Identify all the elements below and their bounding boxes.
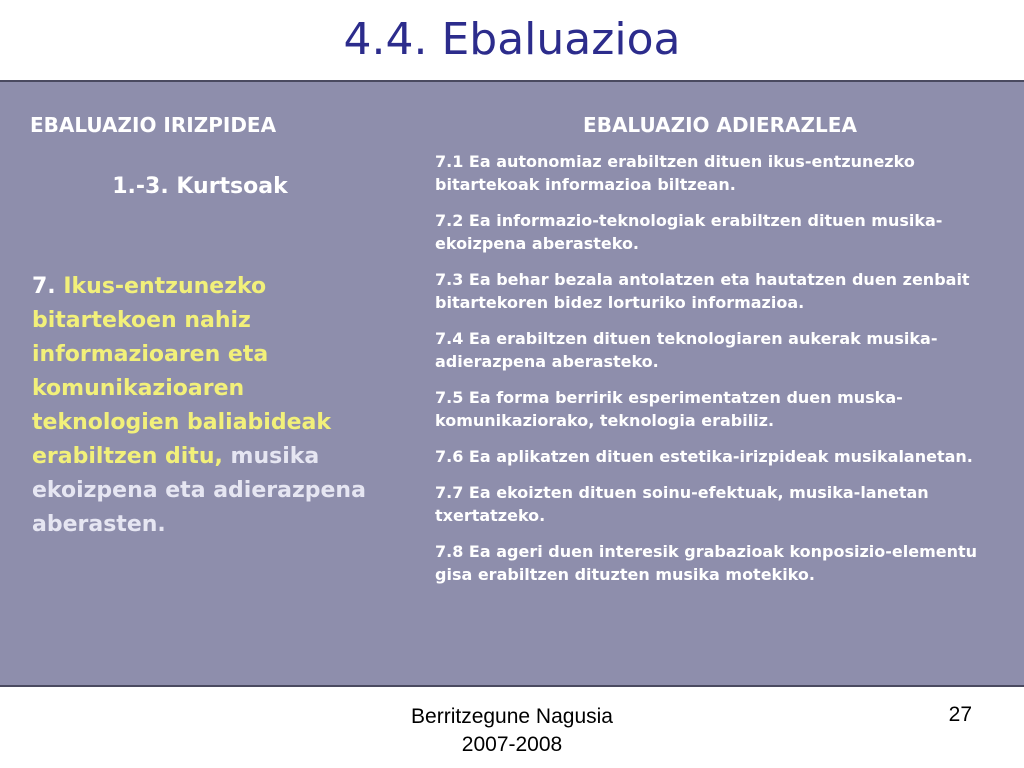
indicator-item: 7.8 Ea ageri duen interesik grabazioak konposizio-elementu gisa erabiltzen dituzten musika motekiko. bbox=[435, 542, 978, 584]
criterion-rest: musika ekoizpena eta adierazpena aberasten. bbox=[32, 444, 366, 537]
indicator-item: 7.2 Ea informazio-teknologiak erabiltzen dituen musika-ekoizpena aberasteko. bbox=[435, 211, 943, 253]
criteria-heading: EBALUAZIO IRIZPIDEA bbox=[30, 113, 277, 137]
indicator-list bbox=[435, 150, 1015, 599]
slide-title: 4.4. Ebaluazioa bbox=[343, 14, 681, 65]
indicator-item: 7.5 Ea forma berririk esperimentatzen duen muska-komunikaziorako, teknologia erabiliz. bbox=[435, 388, 903, 430]
courses-label: 1.-3. Kurtsoak bbox=[112, 174, 288, 199]
indicator-item: 7.6 Ea aplikatzen dituen estetika-irizpideak musikalanetan. bbox=[435, 447, 973, 466]
criterion-number: 7. bbox=[32, 274, 56, 299]
page-number: 27 bbox=[948, 703, 972, 726]
indicator-item: 7.1 Ea autonomiaz erabiltzen dituen ikus-entzunezko bitartekoak informazioa biltzean. bbox=[435, 152, 915, 194]
footer-org-name: Berritzegune Nagusia bbox=[411, 705, 613, 728]
indicators-heading: EBALUAZIO ADIERAZLEA bbox=[583, 113, 857, 137]
indicator-item: 7.3 Ea behar bezala antolatzen eta hautatzen duen zenbait bitartekoren bidez lorturiko informazioa. bbox=[435, 270, 970, 312]
indicator-item: 7.4 Ea erabiltzen dituen teknologiaren aukerak musika-adierazpena aberasteko. bbox=[435, 329, 938, 371]
indicator-item: 7.7 Ea ekoizten dituen soinu-efektuak, musika-lanetan txertatzeko. bbox=[435, 483, 929, 525]
criterion-highlight: Ikus-entzunezko bitartekoen nahiz informazioaren eta komunikazioaren teknologien baliabideak erabiltzen ditu, bbox=[32, 274, 331, 469]
criterion-text bbox=[32, 270, 382, 542]
footer-organization bbox=[0, 703, 1024, 759]
footer-year: 2007-2008 bbox=[461, 733, 563, 756]
